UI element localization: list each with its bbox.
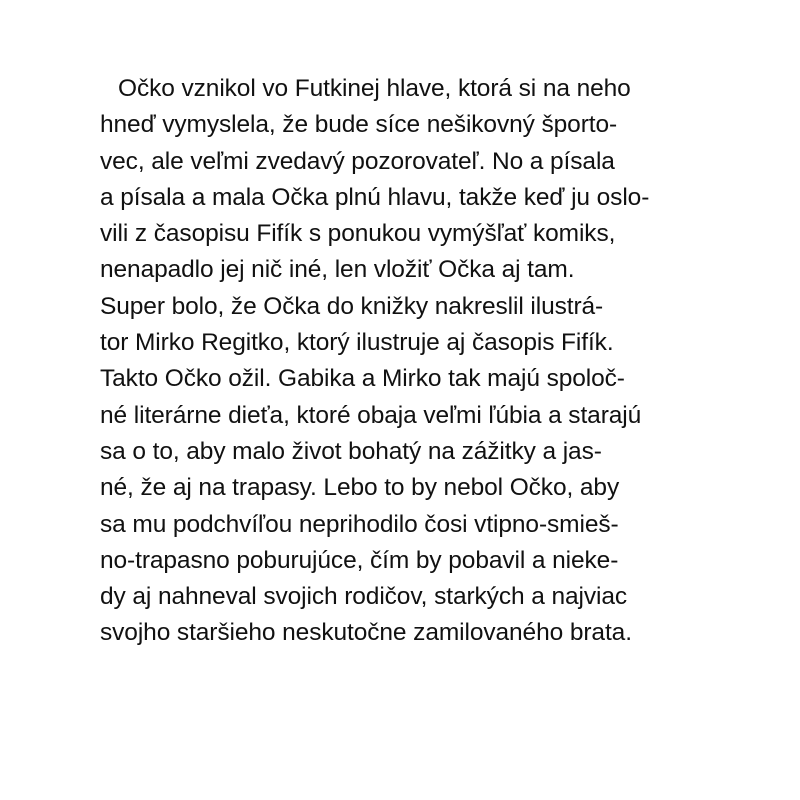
paragraph-line: nenapadlo jej nič iné, len vložiť Očka aj tam. — [100, 256, 575, 284]
paragraph-line: hneď vymyslela, že bude síce nešikovný športo- — [100, 111, 618, 139]
paragraph-line: né, že aj na trapasy. Lebo to by nebol Očko, aby — [100, 474, 620, 502]
paragraph-line: né literárne dieťa, ktoré obaja veľmi ľúbia a starajú — [100, 401, 642, 429]
paragraph-line: svojho staršieho neskutočne zamilovaného brata. — [100, 619, 632, 647]
paragraph-line: dy aj nahneval svojich rodičov, starkých a najviac — [100, 583, 628, 611]
paragraph-line: vec, ale veľmi zvedavý pozorovateľ. No a písala — [100, 147, 615, 175]
paragraph-line: no-trapasno poburujúce, čím by pobavil a nieke- — [100, 546, 619, 574]
paragraph-line: a písala a mala Očka plnú hlavu, takže keď ju oslo- — [100, 183, 650, 211]
paragraph-line: tor Mirko Regitko, ktorý ilustruje aj časopis Fifík. — [100, 329, 614, 357]
paragraph-line: Očko vznikol vo Futkinej hlave, ktorá si na neho — [118, 75, 631, 102]
paragraph — [100, 71, 710, 652]
paragraph-line: sa o to, aby malo život bohatý na zážitky a jas- — [100, 437, 602, 465]
paragraph-line: Super bolo, že Očka do knižky nakreslil ilustrá- — [100, 292, 604, 320]
paragraph-line: Takto Očko ožil. Gabika a Mirko tak majú spoloč- — [100, 365, 625, 393]
paragraph-line: sa mu podchvíľou neprihodilo čosi vtipno-smieš- — [100, 510, 619, 538]
paragraph-line: vili z časopisu Fifík s ponukou vymýšľať komiks, — [100, 220, 616, 248]
